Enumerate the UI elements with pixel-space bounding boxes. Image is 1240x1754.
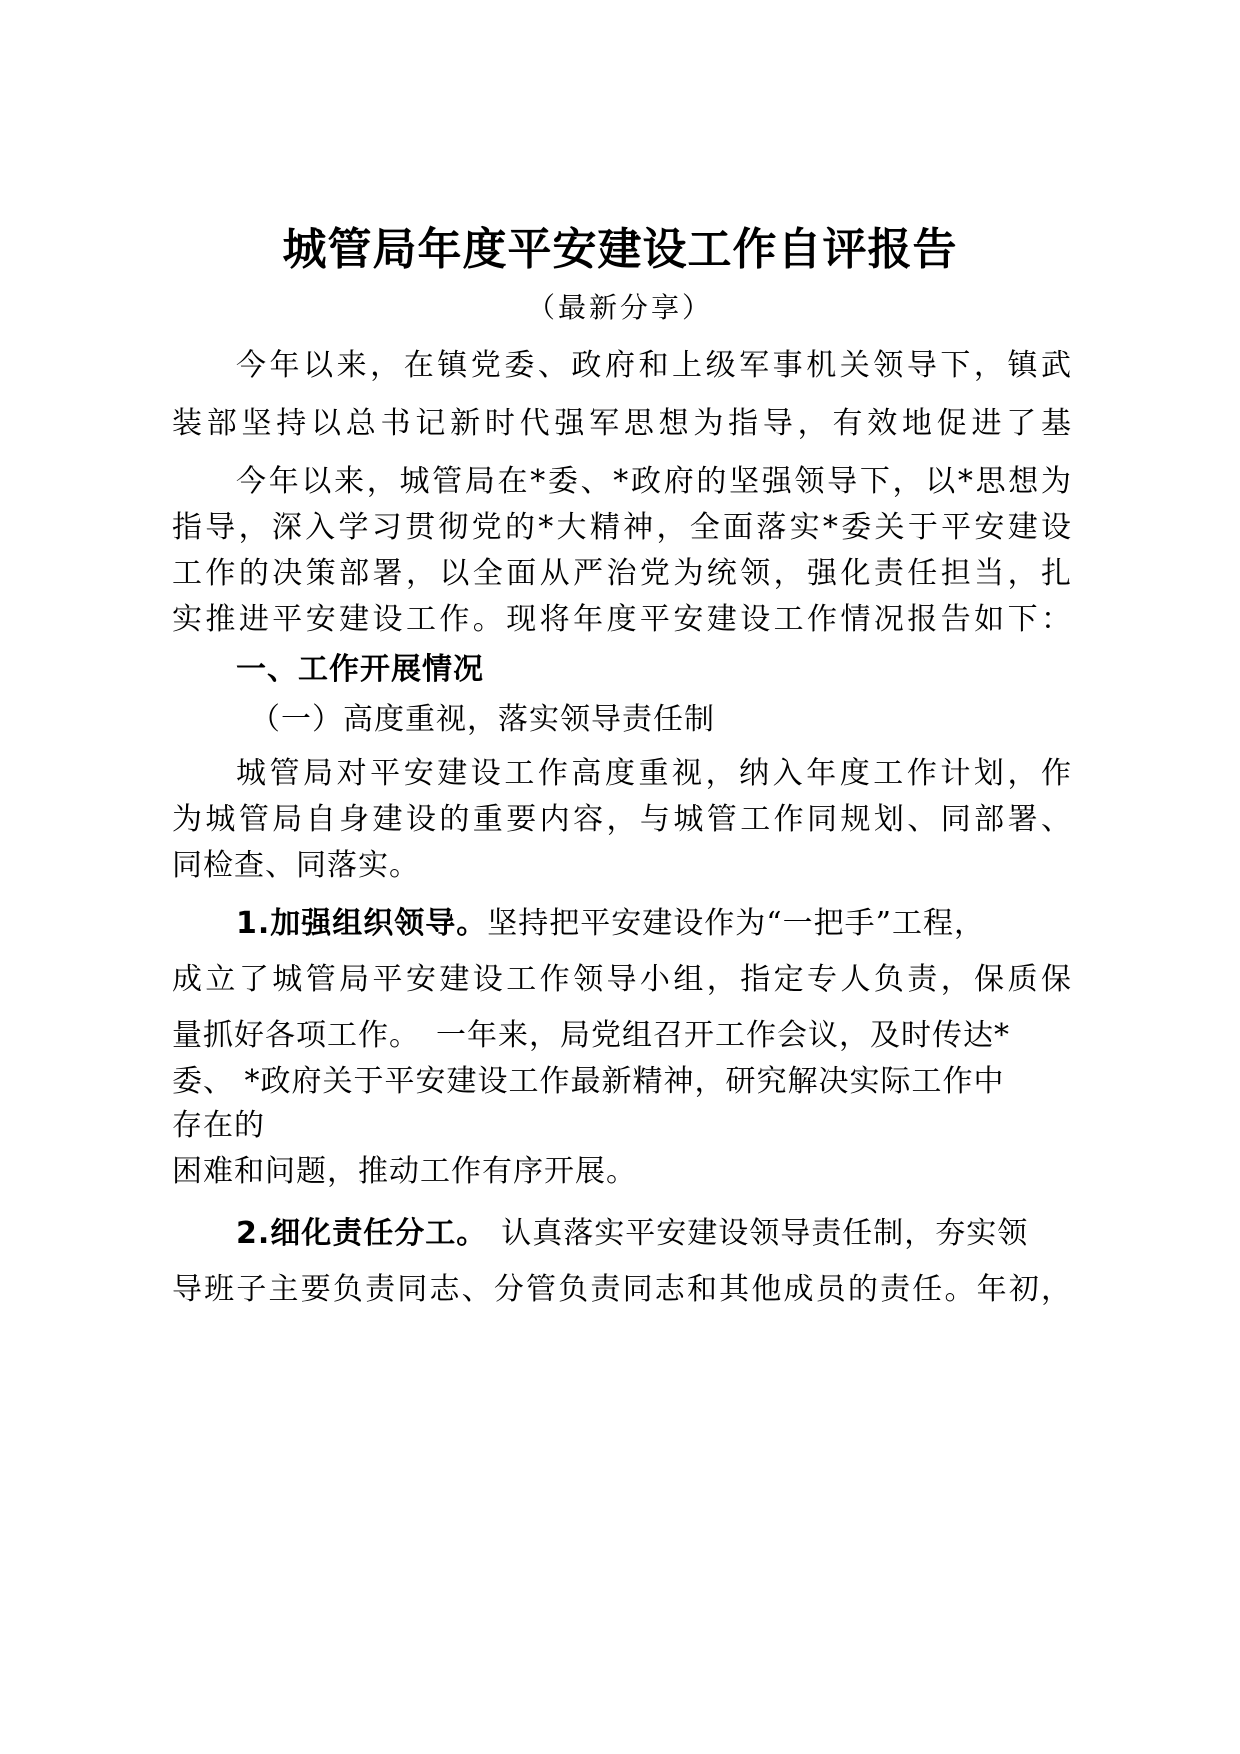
paragraph-line: 实推进平安建设工作。现将年度平安建设工作情况报告如下： <box>172 602 1072 637</box>
paragraph-line: 装部坚持以总书记新时代强军思想为指导，有效地促进了基 <box>172 406 1072 441</box>
item-lead: 1.加强组织领导。 <box>236 906 488 941</box>
paragraph-line: 困难和问题，推动工作有序开展。 <box>172 1154 637 1189</box>
paragraph-line: 城管局对平安建设工作高度重视，纳入年度工作计划，作 <box>236 756 1072 791</box>
section-heading: 一、工作开展情况 <box>236 652 484 687</box>
item-text: 认真落实平安建设领导责任制，夯实领 <box>501 1216 1029 1251</box>
paragraph-line: 工作的决策部署，以全面从严治党为统领，强化责任担当，扎 <box>172 556 1072 591</box>
paragraph-line: 指导，深入学习贯彻党的*大精神，全面落实*委关于平安建设 <box>172 510 1072 545</box>
document-subtitle: （最新分享） <box>526 291 713 324</box>
paragraph-line: 成立了城管局平安建设工作领导小组，指定专人负责，保质保 <box>172 962 1072 997</box>
subsection-heading: （一）高度重视，落实领导责任制 <box>250 702 715 737</box>
numbered-item-line <box>236 904 1072 944</box>
paragraph-line: 导班子主要负责同志、分管负责同志和其他成员的责任。年初， <box>172 1272 1072 1307</box>
numbered-item-line <box>236 1214 1072 1254</box>
paragraph-line: 今年以来，在镇党委、政府和上级军事机关领导下，镇武 <box>236 348 1072 383</box>
item-text: 坚持把平安建设作为“一把手”工程， <box>487 906 985 941</box>
paragraph-line: 为城管局自身建设的重要内容，与城管工作同规划、同部署、 <box>172 802 1072 837</box>
paragraph-line: 量抓好各项工作。 一年来，局党组召开工作会议，及时传达* <box>172 1018 1010 1053</box>
document-title: 城管局年度平安建设工作自评报告 <box>282 224 958 275</box>
item-lead: 2.细化责任分工。 <box>236 1216 488 1251</box>
paragraph-line: 存在的 <box>172 1108 265 1143</box>
paragraph-line: 今年以来，城管局在*委、*政府的坚强领导下，以*思想为 <box>236 464 1072 499</box>
paragraph-line: 委、 *政府关于平安建设工作最新精神，研究解决实际工作中 <box>172 1064 1005 1099</box>
paragraph-line: 同检查、同落实。 <box>172 848 420 883</box>
